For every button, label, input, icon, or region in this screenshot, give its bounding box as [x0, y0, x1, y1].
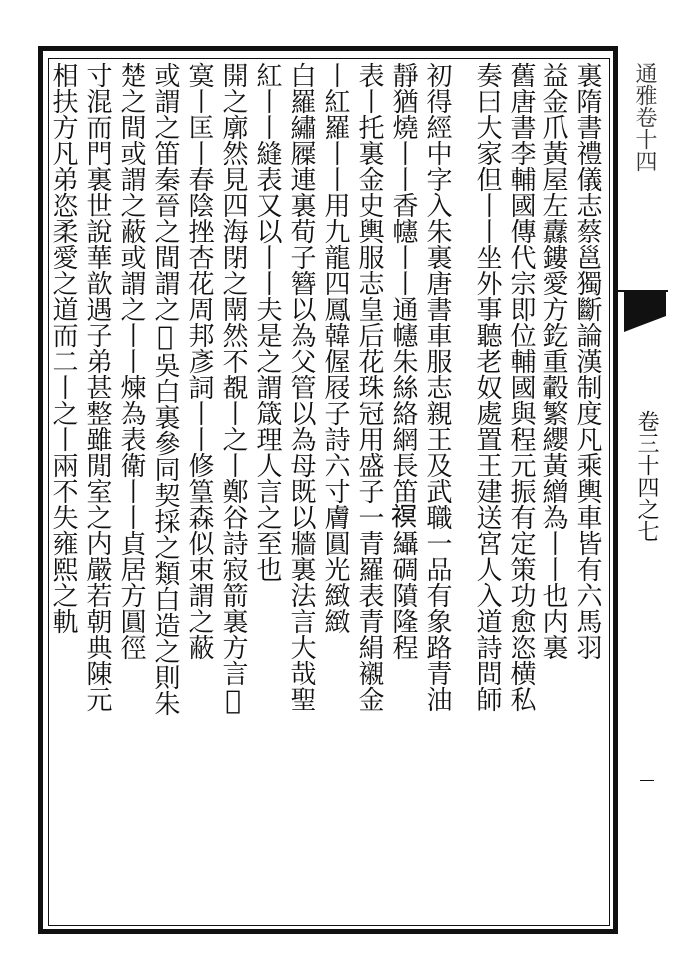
margin-header: 通雅卷十四 — [632, 62, 657, 172]
text-column-11: 開之廓然見四海閉之閛然不覩丨之丨鄭谷詩寂箭裏方言𣚷 — [218, 62, 248, 716]
text-column-10: 紅丨丨縫表又以丨丨夫是之謂箴理人言之至也 — [252, 62, 282, 582]
text-column-15: 寸混而門裏世說華歆遇子弟甚整雖閒室之内嚴若朝典陳元 — [82, 62, 112, 712]
text-column-7: 表丨托裏金史輿服志皇后花珠冠用盛子一青羅表青絹襯金 — [354, 62, 384, 712]
text-column-9: 白羅繡屧連裏荀子簪以為父管以為母既以牆裏法言大哉聖 — [286, 62, 316, 712]
text-column-13: 或謂之笛秦晉之間謂之𣚷吳白裏參同契採之類白造之則朱 — [150, 62, 180, 716]
text-column-16: 相扶方凡弟恣柔愛之道而二丨之丨兩不失雍熙之軌 — [48, 62, 78, 634]
text-column-4: 奏曰大家但丨丨坐外事聽老奴處置王建送宮人入道詩問師 — [472, 62, 502, 712]
margin-line — [640, 780, 654, 781]
text-column-1: 裏隋書禮儀志蔡邕獨斷論漢制度凡乘輿車皆有六馬羽 — [572, 62, 602, 660]
text-column-2 — [570, 62, 622, 922]
text-column-5: 初得經中字入朱裏唐書車服志親王及武職一品有象路青油 — [422, 62, 452, 712]
text-column-8: 丨紅羅丨丨用九龍四鳳韓偓屐子詩六寸膚圓光緻緻 — [320, 62, 350, 634]
text-column-12: 寞丨匡丨春陰挫杏花周邦彥詞丨丨修篁森似束謂之蔽 — [184, 62, 214, 660]
text-column-6: 靜猶燒丨丨香幰丨丨通幰朱絲絡網長笛𧜀䌰碉隫隆程 — [388, 62, 418, 660]
text-column-2b: 益金爪黃屋左纛鏤愛方釳重轂繁纓黃繒為丨丨也内裏 — [538, 62, 568, 660]
text-column-14: 楚之間或謂之蔽或謂之丨丨煉為表衛丨丨貞居方圓徑 — [116, 62, 146, 660]
top-rule — [618, 290, 668, 292]
margin-volume: 卷三十四之七 — [634, 410, 659, 542]
text-column-3: 舊唐書李輔國傳代宗即位輔國與程元振有定策功愈恣横私 — [506, 62, 536, 712]
